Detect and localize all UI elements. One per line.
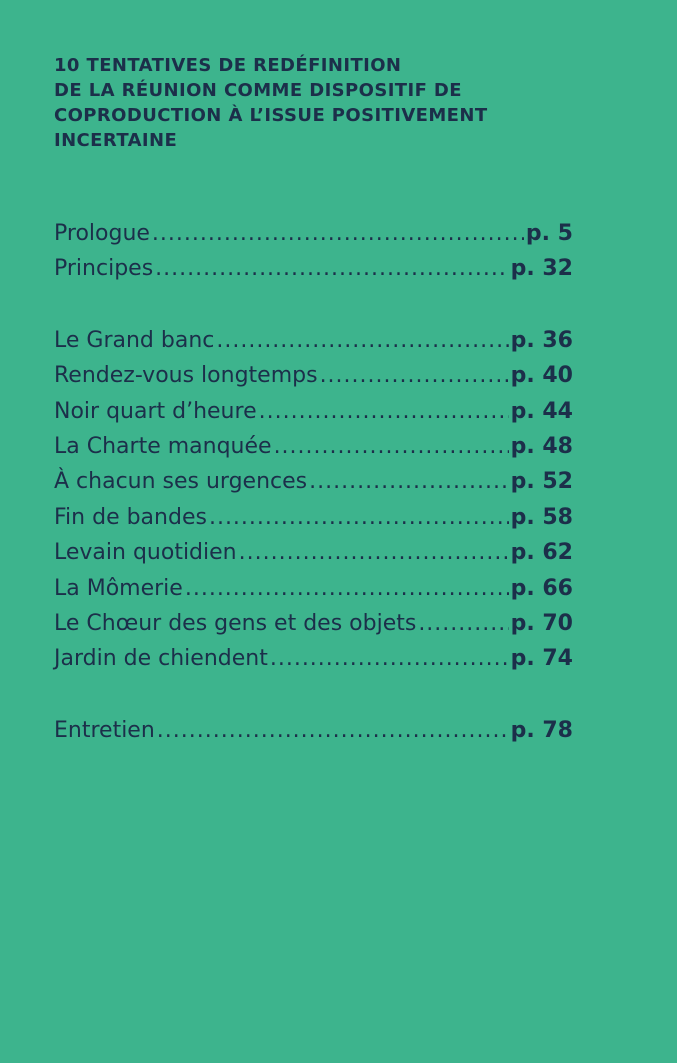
toc-entry-title: Prologue xyxy=(54,221,150,246)
toc-entry-la-charte-manquee[interactable] xyxy=(54,429,573,464)
dot-leader xyxy=(185,571,509,606)
toc-group-intro xyxy=(54,216,573,287)
toc-entry-page: p. 40 xyxy=(510,363,573,389)
dot-leader xyxy=(155,251,508,286)
dot-leader xyxy=(274,429,509,464)
toc-group-chapters xyxy=(54,323,573,677)
dot-leader xyxy=(209,500,509,535)
toc-entry-title: Le Grand banc xyxy=(54,327,215,353)
toc-entry-principes[interactable] xyxy=(54,251,573,286)
dot-leader xyxy=(157,713,509,748)
toc-entry-jardin-de-chiendent[interactable] xyxy=(54,641,573,676)
toc-entry-title: Levain quotidien xyxy=(54,540,237,566)
toc-entry-page: p. 5 xyxy=(525,221,573,246)
toc-entry-page: p. 44 xyxy=(510,398,573,424)
toc-entry-page: p. 58 xyxy=(510,504,573,530)
toc-entry-prologue[interactable] xyxy=(54,216,573,251)
toc-entry-title: Principes xyxy=(54,256,154,282)
toc-entry-page: p. 36 xyxy=(510,327,573,353)
toc-entry-entretien[interactable] xyxy=(54,713,573,748)
toc-entry-page: p. 62 xyxy=(510,540,573,566)
toc-entry-la-momerie[interactable] xyxy=(54,571,573,606)
dot-leader xyxy=(152,216,524,251)
toc-entry-page: p. 66 xyxy=(510,575,573,601)
toc-entry-page: p. 52 xyxy=(510,469,573,495)
toc-entry-title: La Mômerie xyxy=(54,575,183,601)
toc-entry-le-grand-banc[interactable] xyxy=(54,323,573,358)
toc-group-outro xyxy=(54,713,573,748)
toc-entry-page: p. 74 xyxy=(510,646,573,672)
dot-leader xyxy=(270,641,509,676)
toc-entry-page: p. 78 xyxy=(510,717,573,743)
heading-line-4: INCERTAINE xyxy=(54,130,178,151)
dot-leader xyxy=(239,535,509,570)
toc-entry-title: Entretien xyxy=(54,717,155,743)
dot-leader xyxy=(309,464,508,499)
toc-entry-page: p. 32 xyxy=(510,256,573,282)
toc-entry-title: À chacun ses urgences xyxy=(54,469,308,495)
toc-entry-page: p. 70 xyxy=(510,610,573,636)
section-heading xyxy=(54,53,574,153)
dot-leader xyxy=(259,394,509,429)
heading-line-2: DE LA RÉUNION COMME DISPOSITIF DE xyxy=(54,80,462,101)
toc-entry-a-chacun-ses-urgences[interactable] xyxy=(54,464,573,499)
table-of-contents xyxy=(54,216,573,784)
toc-entry-page: p. 48 xyxy=(510,433,573,459)
toc-entry-title: Jardin de chiendent xyxy=(54,646,268,672)
heading-line-1: 10 TENTATIVES DE REDÉFINITION xyxy=(54,55,402,76)
toc-entry-title: Rendez-vous longtemps xyxy=(54,363,318,389)
toc-entry-le-choeur-des-gens[interactable] xyxy=(54,606,573,641)
toc-entry-rendez-vous-longtemps[interactable] xyxy=(54,358,573,393)
dot-leader xyxy=(320,358,509,393)
toc-entry-noir-quart-dheure[interactable] xyxy=(54,394,573,429)
dot-leader xyxy=(418,606,508,641)
toc-entry-title: Noir quart d’heure xyxy=(54,398,257,424)
toc-entry-levain-quotidien[interactable] xyxy=(54,535,573,570)
toc-entry-title: Le Chœur des gens et des objets xyxy=(54,610,417,636)
heading-line-3: COPRODUCTION À L’ISSUE POSITIVEMENT xyxy=(54,105,488,126)
dot-leader xyxy=(216,323,508,358)
toc-entry-title: La Charte manquée xyxy=(54,433,272,459)
toc-entry-fin-de-bandes[interactable] xyxy=(54,500,573,535)
toc-entry-title: Fin de bandes xyxy=(54,504,207,530)
